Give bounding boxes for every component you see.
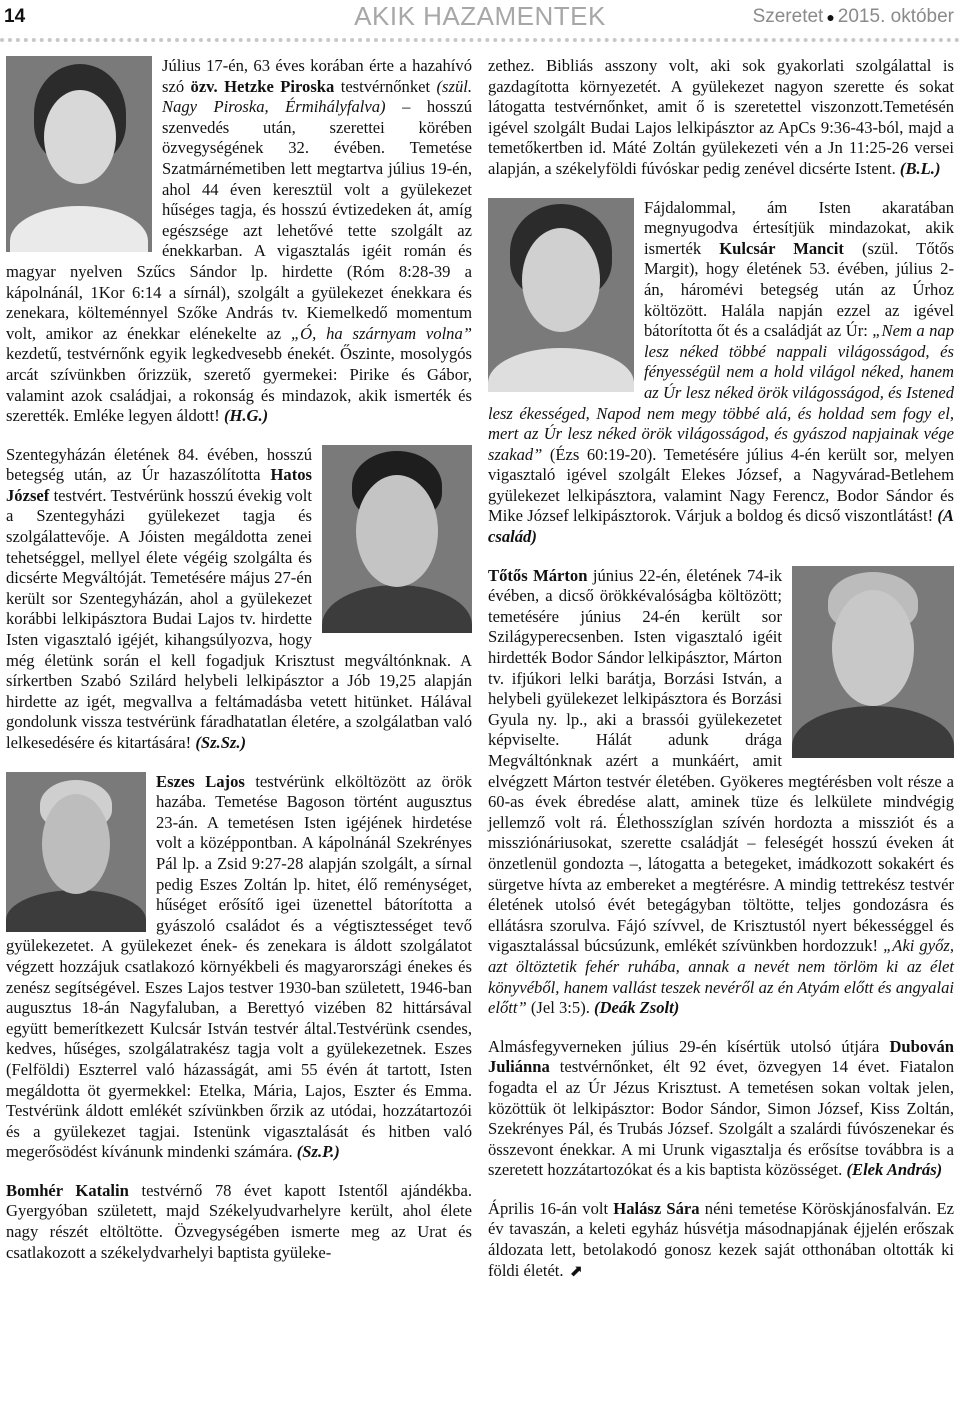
deceased-name: Eszes Lajos (156, 771, 245, 791)
author-signature: (Deák Zsolt) (594, 998, 680, 1018)
obituary-bomher-katalin: Bomhér Katalin testvérnő 78 évet kapott Istentől ajándékba. Gyergyóban született, majd Székelyudvarhelyre került, ahol élete nagy részét eltöltötte. Özvegységében ismerte meg az Urat és csatlakozott a székelydvarhelyi baptista gyüleke- (6, 1180, 472, 1262)
deceased-name: Dubován Juliánna (488, 1036, 954, 1077)
author-signature: (B.L.) (899, 158, 941, 178)
deceased-name: özv. Hetzke Piroska (190, 76, 335, 96)
page-header (0, 0, 960, 36)
obituary-hetzke-piroska: Július 17-én, 63 éves korában érte a hazahívó szó özv. Hetzke Piroska testvérnőnket (szül. Nagy Piroska, Érmihályfalva) – hosszú szenvedés után, szerettei körében özvegységének 32. évében. Temetése Szatmárnémetiben lett megtartva július 19-én, ahol 44 éven keresztül volt a gyülekezet hűséges tagja, és hosszú évtizedeken át, amíg egészsége azt lehetővé tette szolgált az énekkarban. A vigasztalás igéit román és magyar nyelven Szűcs Sándor lp. hirdette (Róm 8:28-39 a kápolnánál, 1Kor 6:14 a sírnál), szolgált a gyülekezet énekkara és zenekara, költeménnyel Szőke András tv. Kiemelkedő momentum volt, amikor az énekkar elénekelte az „Ó, ha szárnyam volna” kezdetű, testvérnőnk egyik legkedvesebb énekét. Őszinte, mosolygós arcát szívünkben őrizzük, szerető gyermekei: Pirike és Gábor, valamint azok családjai, a rokonság és mindazok, akik ismerték és szerették. Emléke legyen áldott! (H.G.) (6, 56, 472, 426)
deceased-name: Kulcsár Mancit (719, 238, 844, 258)
right-column (488, 56, 954, 1281)
deceased-name: Tőtős Márton (488, 565, 588, 585)
portrait-photo-hetzke-piroska (6, 56, 152, 252)
dotted-divider (0, 38, 960, 42)
obituary-totos-marton: Tőtős Márton június 22-én, életének 74-ik évében, a dicső örökkévalóságba költözött; temetésére június 24-én került sor Szilágyperecsenben. Isten vigasztaló igéit hirdették Bodor Sándor lelkipásztor, Márton tv. ifjúkori lelki barátja, Borzási István, a helybeli gyülekezet lelkipásztora és Borzási Gyula ny. lp., aki a brassói gyülekezetet képviselte. Hálát adunk drága Megváltónknak azért a munkáért, amit elvégzett Márton testvér életében. Gyökeres megtérésben volt része a 60-as évek ébredése alatt, aminek tüze és lelkülete mindvégig jellemző volt rá. Élethosszíglan szívén hordozta a missziót és a missziónáriusokat, szerette családját – feleségét hosszú éveken át önzetlenül gondozta –, látogatta a betegeket, imádkozott sokakért és sürgetve hívta az embereket a megtérésre. A mindig tettrekész testvér életének utolsó évét betegágyban töltötte, teljes gondozásra és ellátásra szorulva. Fájó szívvel, de Krisztustól nyert békességgel és vigasztalással búcsúzunk, emlékét szívünkben hordozzuk! „Aki győz, azt öltöztetik fehér ruhába, annak a nevét nem törlöm ki az élet könyvéből, hanem vallást teszek nevéről az én Atyám előtt és angyalai előtt” (Jel 3:5). (Deák Zsolt) (488, 565, 954, 1018)
page-number: 14 (4, 6, 26, 27)
author-signature: (Sz.Sz.) (195, 733, 247, 752)
issue-date: 2015. október (837, 6, 954, 27)
arrow-up-right-icon: ⬈ (569, 1260, 583, 1280)
bullet-icon: ● (826, 9, 835, 25)
author-signature: (A család) (488, 506, 954, 547)
author-signature: (H.G.) (223, 406, 269, 426)
deceased-name: Bomhér Katalin (6, 1180, 129, 1200)
section-title: AKIK HAZAMENTEK (354, 1, 606, 31)
portrait-photo-hatos-jozsef (322, 445, 472, 633)
obituary-halasz-sara: Április 16-án volt Halász Sára néni temetése Köröskjánosfalván. Ez év tavaszán, a keleti egyház húsvétja másodnapjának éjjelén erőszak áldozata lett, betolakodó gonosz kezek saját otthonában oltották ki földi életét. ⬈ (488, 1198, 954, 1280)
obituary-kulcsar-manci: Fájdalommal, ám Isten akaratában megnyugodva értesítjük mindazokat, akik ismerték Kulcsár Mancit (szül. Tőtős Margit), hogy életének 53. évében, július 2-án, háromévi betegség után az Úrhoz költözött. Halála napján ezzel az igével bátorította őt és a családját az Úr: „Nem a nap lesz néked többé nappali világosságod, és fényességül nem a hold világol néked, hanem az Úr lesz néked örök világosságod, és Istened lesz ékességed, Napod nem megy többé alá, és holdad sem fogy el, mert az Úr lesz néked örök világosságod, és gyászod napjainak vége szakad” (Ézs 60:19-20). Temetésére július 4-én került sor, melyen vigasztaló igével szolgált Elekes József, a Nagyvárad-Betlehem gyülekezet lelkipásztora, valamint Nagy Ferencz, Bodor Sándor és Mike József lelkipásztorok. Várjuk a boldog és dicső viszontlátást! (A család) (488, 197, 954, 547)
portrait-photo-kulcsar-manci (488, 198, 634, 392)
obituary-bomher-katalin-continued: zethez. Bibliás asszony volt, aki sok gyakorlati szolgálattal is gazdagította környezetét. A gyülekezet nagyon szerette és sokat látogatta testvérnőnket, amit ő is szeretettel viszonzott.Temetésén igével szolgált Budai Lajos lelkipásztor az ApCs 9:36-43-ból, majd a temetőkertben id. Máté Zoltán gyülekezeti vén a Jn 11:25-26 versei alapján, a székelyföldi fúvóskar pedig zenével dicsérte Istent. (B.L.) (488, 56, 954, 178)
author-signature: (Sz.P.) (296, 1142, 340, 1162)
portrait-photo-eszes-lajos (6, 772, 146, 932)
obituary-eszes-lajos: Eszes Lajos testvérünk elköltözött az örök hazába. Temetése Bagoson történt augusztus 23-án. A temetésen Isten igéjének hirdetése volt a középpontban. A kápolnánál Szekrényes Pál lp. a Zsid 9:27-28 alapján szolgált, a sírnal pedig Eszes Zoltán lp. hitet, élő reménységet, hűséget erősítő igei üzenettel bátorította a gyászoló családot és a végtisztességet tevő gyülekezetet. A gyülekezet ének- és zenekara is áldott szolgálatot végzett hozzájuk csatlakozó környékbeli és magyarországi énekes és zenész segítségével. Eszes Lajos testver 1930-ban született, 1946-ban augusztus 18-án Nagyfaluban, a Berettyó vizében 82 hittársával együtt bemerítkezett Kulcsár István testvér által.Testvérünk csendes, kedves, hűséges, szolgálatrakész tagja volt a gyülekezetnek. Eszes (Felföldi) Eszterrel való házasságát, ami 55 évén át tartott, Isten megáldotta öt gyermekkel: Etelka, Mária, Lajos, Eszter és Emma. Testvérünk áldott emlékét szívünkben őrzik az utódai, hozzátartozói és a gyülekezet tagjai. Istenünk vigasztalását és hitben való megerősödést kívánunk mindenki számára. (Sz.P.) (6, 771, 472, 1162)
deceased-name: Hatos József (6, 465, 312, 505)
publication-name: Szeretet (752, 6, 824, 27)
obituary-hatos-jozsef: Szentegyházán életének 84. évében, hosszú betegség után, az Úr hazaszólította Hatos József testvért. Testvérünk hosszú évekig volt a Szentegyházi gyülekezet tagja és szolgálattevője. A Jóisten megáldotta zenei tehetséggel, mellyel élete végéig szolgálta és dicsérte Megváltóját. Temetésére május 27-én került sor Szentegyházán, ahol a gyülekezet korábbi lelkipásztora Budai Lajos tv. hirdette Isten vigasztaló igéjét, kihangsúlyozva, hogy még életünk során el kell fogadjuk Krisztust megváltónknak. A sírkertben Szabó Szilárd helybeli lelkipásztor a Jób 19,25 alapján hirdette az igét, megvallva a feltámadásba vetett hitünket. Hálával gondolunk vissza testvérünk fáradhatatlan életére, a szolgálatban való lelkesedésére és kitartására! (Sz.Sz.) (6, 444, 472, 752)
portrait-photo-totos-marton (792, 566, 954, 758)
obituary-dubovan-julianna: Almásfegyverneken július 29-én kísértük utolsó útjára Dubován Juliánna testvérnőnket, élt 92 évet, özvegyen 14 évet. Fiatalon fogadta el az Úr Jézus Krisztust. A temetésen sokan voltak jelen, közöttük öt lelkipásztor: Bodor Sándor, Simon József, Kiss Zoltán, Szekrényes Pál, és Trubás József. Szolgált a szalárdi fúvószenekar és összevont énekkar. A mi Urunk vigasztalja és erősítse továbbra is a szeretett hozzátartozókat és a kis baptista közösséget. (Elek András) (488, 1036, 954, 1180)
author-signature: (Elek András) (846, 1160, 943, 1180)
left-column (6, 56, 472, 1263)
issue-label (753, 6, 954, 28)
deceased-name: Halász Sára (613, 1198, 700, 1218)
